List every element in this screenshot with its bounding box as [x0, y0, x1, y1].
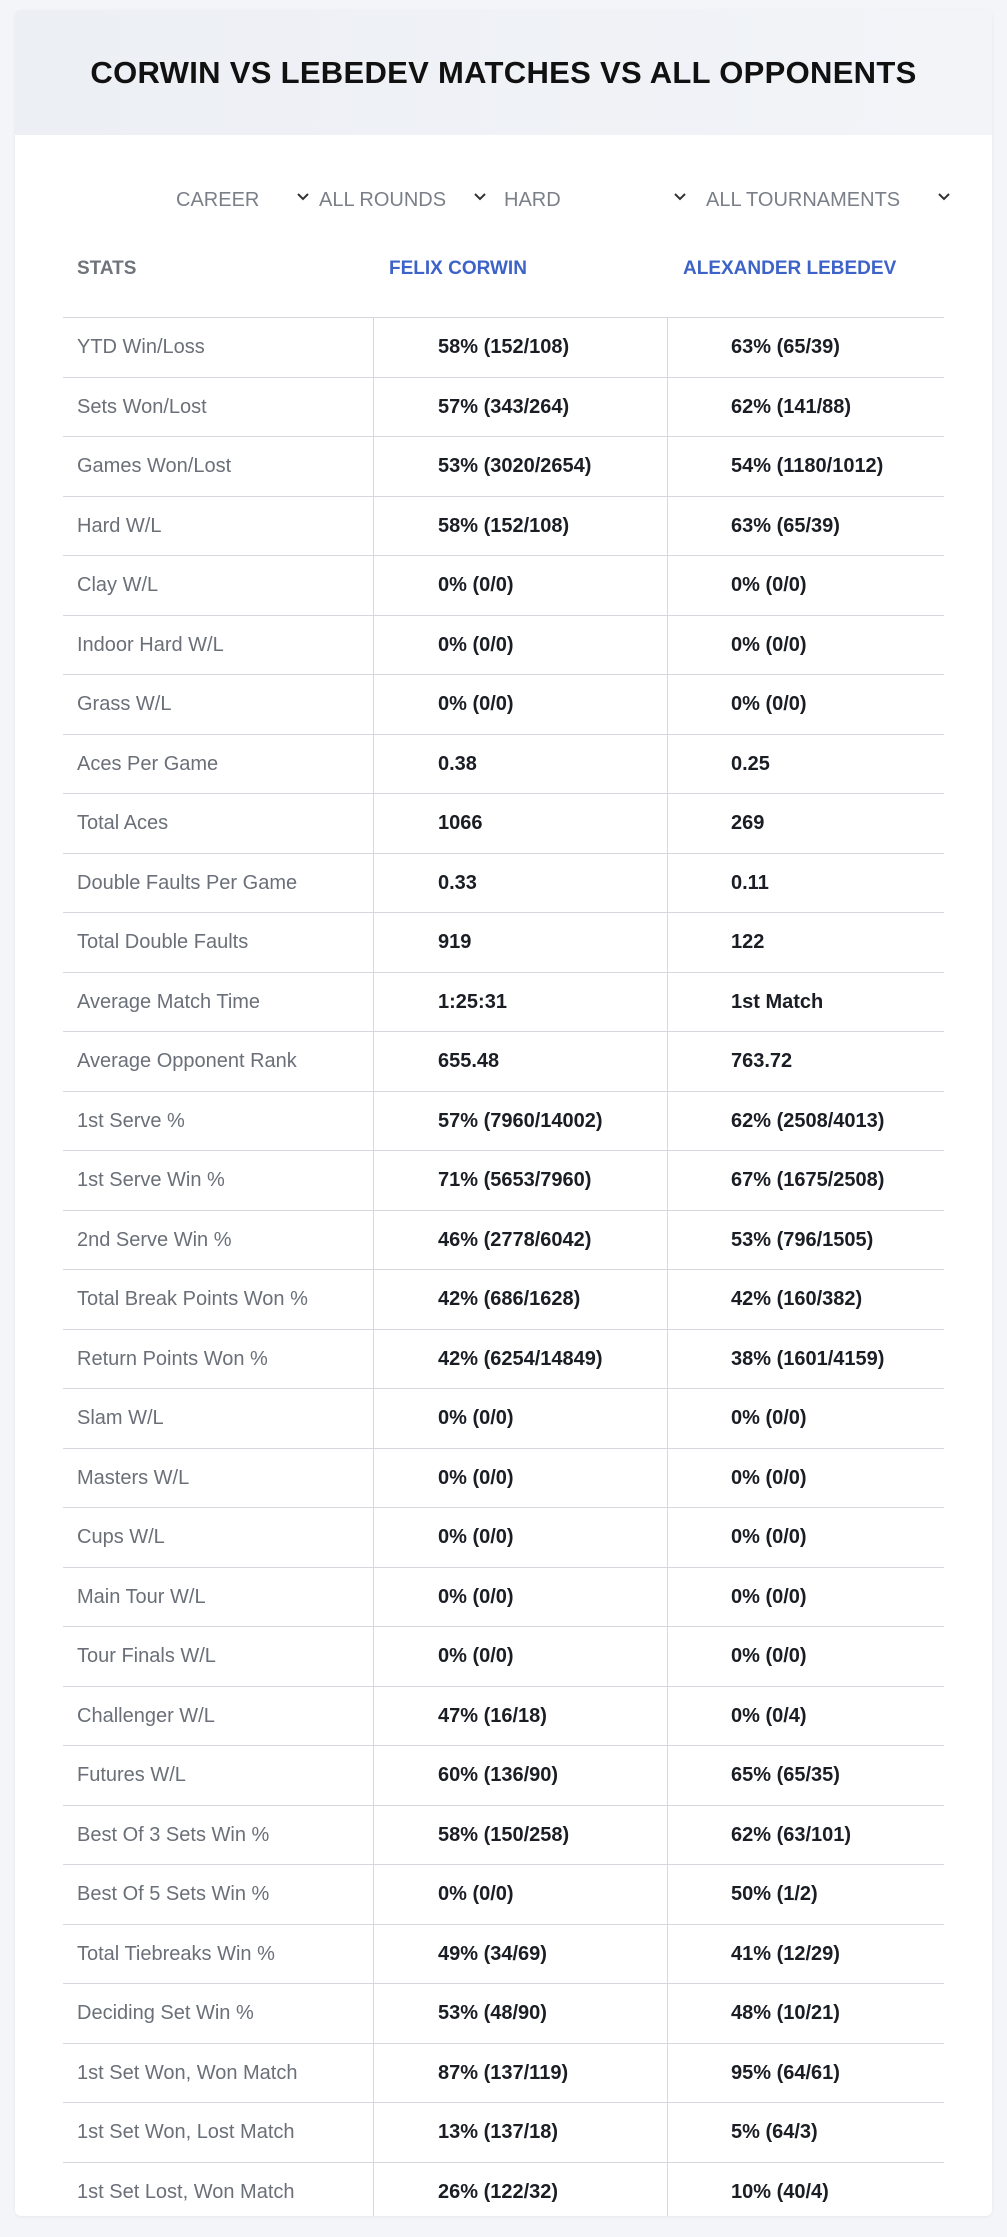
table-row: [63, 556, 944, 616]
table-row: [63, 2044, 944, 2104]
stat-label: Total Double Faults: [77, 931, 249, 953]
table-row: [63, 318, 944, 378]
player1-value: 655.48: [438, 1050, 500, 1072]
player1-value: 1066: [438, 812, 483, 834]
player2-value: 0% (0/0): [731, 1466, 807, 1489]
player2-value: 53% (796/1505): [731, 1228, 874, 1251]
player1-value: 58% (150/258): [438, 1823, 570, 1846]
player2-value: 63% (65/39): [731, 514, 840, 537]
player2-value: 62% (63/101): [731, 1823, 852, 1846]
player1-value: 58% (152/108): [438, 336, 570, 358]
table-row: [63, 1330, 944, 1390]
player2-value: 62% (2508/4013): [731, 1109, 885, 1132]
player2-value: 42% (160/382): [731, 1288, 863, 1310]
stat-label: 1st Set Won, Won Match: [77, 2061, 298, 2084]
player1-value: 46% (2778/6042): [438, 1228, 592, 1251]
table-row: [63, 1449, 944, 1509]
player2-value: 38% (1601/4159): [731, 1347, 885, 1370]
stat-label: Cups W/L: [77, 1526, 165, 1548]
player1-value: 0% (0/0): [438, 1883, 514, 1905]
player2-value: 65% (65/35): [731, 1764, 840, 1786]
column-divider: [373, 317, 374, 2216]
table-row: [63, 2163, 944, 2217]
chevron-down-icon: [294, 188, 312, 206]
stat-label: Grass W/L: [77, 693, 172, 715]
player1-value: 13% (137/18): [438, 2121, 559, 2143]
player2-value: 50% (1/2): [731, 1883, 818, 1905]
stat-label: 1st Serve %: [77, 1109, 185, 1132]
player1-value: 26% (122/32): [438, 2180, 559, 2203]
stat-label: Average Match Time: [77, 990, 261, 1013]
page-header: [15, 10, 992, 135]
table-header: [63, 242, 944, 318]
player1-value: 0% (0/0): [438, 633, 514, 656]
player1-value: 0.33: [438, 871, 477, 894]
player1-value: 71% (5653/7960): [438, 1169, 592, 1191]
table-row: [63, 735, 944, 795]
player2-value: 122: [731, 931, 765, 953]
table-row: [63, 497, 944, 557]
player2-value: 41% (12/29): [731, 1942, 840, 1965]
stat-label: Games Won/Lost: [77, 455, 232, 477]
player1-value: 87% (137/119): [438, 2061, 569, 2084]
surface-select-value: HARD: [504, 188, 561, 211]
player2-value: 10% (40/4): [731, 2180, 829, 2203]
table-row: [63, 913, 944, 973]
stat-label: Return Points Won %: [77, 1347, 268, 1370]
player1-value: 58% (152/108): [438, 514, 570, 537]
period-select-value: CAREER: [176, 188, 260, 211]
table-row: [63, 1568, 944, 1628]
player1-value: 0% (0/0): [438, 1526, 514, 1548]
stat-label: Total Tiebreaks Win %: [77, 1942, 275, 1965]
table-row: [63, 1746, 944, 1806]
stat-label: Futures W/L: [77, 1764, 186, 1786]
stat-label: Best Of 3 Sets Win %: [77, 1823, 270, 1846]
table-row: [63, 1270, 944, 1330]
comparison-card: [15, 10, 992, 2216]
player1-value: 49% (34/69): [438, 1942, 547, 1965]
table-row: [63, 1032, 944, 1092]
table-row: [63, 1687, 944, 1747]
player1-value: 0% (0/0): [438, 1466, 514, 1489]
player2-value: 0% (0/0): [731, 1585, 807, 1608]
table-row: [63, 437, 944, 497]
player2-value: 269: [731, 812, 765, 834]
table-row: [63, 1389, 944, 1449]
player1-column-header[interactable]: FELIX CORWIN: [389, 258, 527, 279]
player2-value: 0% (0/4): [731, 1704, 807, 1727]
table-row: [63, 794, 944, 854]
stat-label: 1st Set Won, Lost Match: [77, 2121, 295, 2143]
table-row: [63, 973, 944, 1033]
table-row: [63, 1925, 944, 1985]
player1-value: 57% (343/264): [438, 395, 570, 418]
chevron-down-icon: [671, 188, 689, 206]
stat-label: Aces Per Game: [77, 752, 219, 775]
tournaments-select-value: ALL TOURNAMENTS: [706, 188, 901, 211]
player2-value: 763.72: [731, 1050, 793, 1072]
stat-label: Slam W/L: [77, 1407, 164, 1429]
player2-value: 0% (0/0): [731, 1407, 807, 1429]
table-row: [63, 616, 944, 676]
player1-value: 42% (6254/14849): [438, 1347, 603, 1370]
rounds-select-value: ALL ROUNDS: [319, 188, 447, 211]
player2-value: 54% (1180/1012): [731, 455, 884, 477]
table-row: [63, 1984, 944, 2044]
table-row: [63, 1092, 944, 1152]
player2-value: 63% (65/39): [731, 336, 840, 358]
player2-value: 48% (10/21): [731, 2002, 840, 2024]
page-title: CORWIN VS LEBEDEV MATCHES VS ALL OPPONENTS: [90, 54, 917, 90]
rounds-select[interactable]: [319, 180, 499, 220]
stat-label: 1st Set Lost, Won Match: [77, 2180, 295, 2203]
stats-column-header: STATS: [77, 258, 137, 279]
player1-value: 53% (3020/2654): [438, 455, 592, 477]
stat-label: Main Tour W/L: [77, 1585, 206, 1608]
stat-label: Total Break Points Won %: [77, 1288, 308, 1310]
filter-bar: [15, 180, 992, 220]
player1-value: 0% (0/0): [438, 574, 514, 596]
stat-label: Clay W/L: [77, 574, 159, 596]
player2-value: 0% (0/0): [731, 1645, 807, 1667]
player2-value: 62% (141/88): [731, 395, 852, 418]
stat-label: Indoor Hard W/L: [77, 633, 224, 656]
stat-label: Deciding Set Win %: [77, 2002, 254, 2024]
stat-label: Challenger W/L: [77, 1704, 215, 1727]
player1-value: 53% (48/90): [438, 2002, 547, 2024]
table-row: [63, 1151, 944, 1211]
player1-value: 0% (0/0): [438, 693, 514, 715]
player1-value: 919: [438, 931, 472, 953]
stats-table: [63, 242, 944, 2216]
player1-value: 60% (136/90): [438, 1764, 559, 1786]
table-row: [63, 1806, 944, 1866]
player2-value: 0% (0/0): [731, 693, 807, 715]
table-row: [63, 2103, 944, 2163]
tournaments-select[interactable]: [706, 180, 956, 220]
surface-select[interactable]: [504, 180, 704, 220]
player2-column-header[interactable]: ALEXANDER LEBEDEV: [683, 258, 897, 279]
stat-label: YTD Win/Loss: [77, 336, 205, 358]
player1-value: 0% (0/0): [438, 1645, 514, 1667]
stat-label: Total Aces: [77, 812, 169, 834]
player1-value: 0% (0/0): [438, 1585, 514, 1608]
player2-value: 0.11: [731, 871, 769, 894]
player1-value: 47% (16/18): [438, 1704, 547, 1727]
stat-label: Hard W/L: [77, 514, 162, 537]
player1-value: 0% (0/0): [438, 1407, 514, 1429]
player2-value: 95% (64/61): [731, 2061, 840, 2084]
period-select[interactable]: [176, 180, 316, 220]
table-row: [63, 378, 944, 438]
chevron-down-icon: [935, 188, 953, 206]
player1-value: 42% (686/1628): [438, 1288, 581, 1310]
table-row: [63, 854, 944, 914]
player2-value: 1st Match: [731, 990, 824, 1013]
player2-value: 0% (0/0): [731, 1526, 807, 1548]
table-row: [63, 1508, 944, 1568]
stat-label: Best Of 5 Sets Win %: [77, 1883, 270, 1905]
table-row: [63, 1627, 944, 1687]
stat-label: Tour Finals W/L: [77, 1645, 216, 1667]
player2-value: 0% (0/0): [731, 574, 807, 596]
player2-value: 67% (1675/2508): [731, 1169, 885, 1191]
stat-label: Double Faults Per Game: [77, 871, 298, 894]
stat-label: Average Opponent Rank: [77, 1050, 297, 1072]
player1-value: 0.38: [438, 752, 477, 775]
chevron-down-icon: [471, 188, 489, 206]
stat-label: 1st Serve Win %: [77, 1169, 225, 1191]
player2-value: 0.25: [731, 752, 770, 775]
player2-value: 5% (64/3): [731, 2121, 818, 2143]
stat-label: 2nd Serve Win %: [77, 1228, 232, 1251]
table-body: [63, 318, 944, 2216]
table-row: [63, 1211, 944, 1271]
player2-value: 0% (0/0): [731, 633, 807, 656]
column-divider: [667, 317, 668, 2216]
player1-value: 57% (7960/14002): [438, 1109, 603, 1132]
stat-label: Masters W/L: [77, 1466, 190, 1489]
table-row: [63, 675, 944, 735]
table-row: [63, 1865, 944, 1925]
player1-value: 1:25:31: [438, 990, 507, 1013]
stat-label: Sets Won/Lost: [77, 395, 207, 418]
